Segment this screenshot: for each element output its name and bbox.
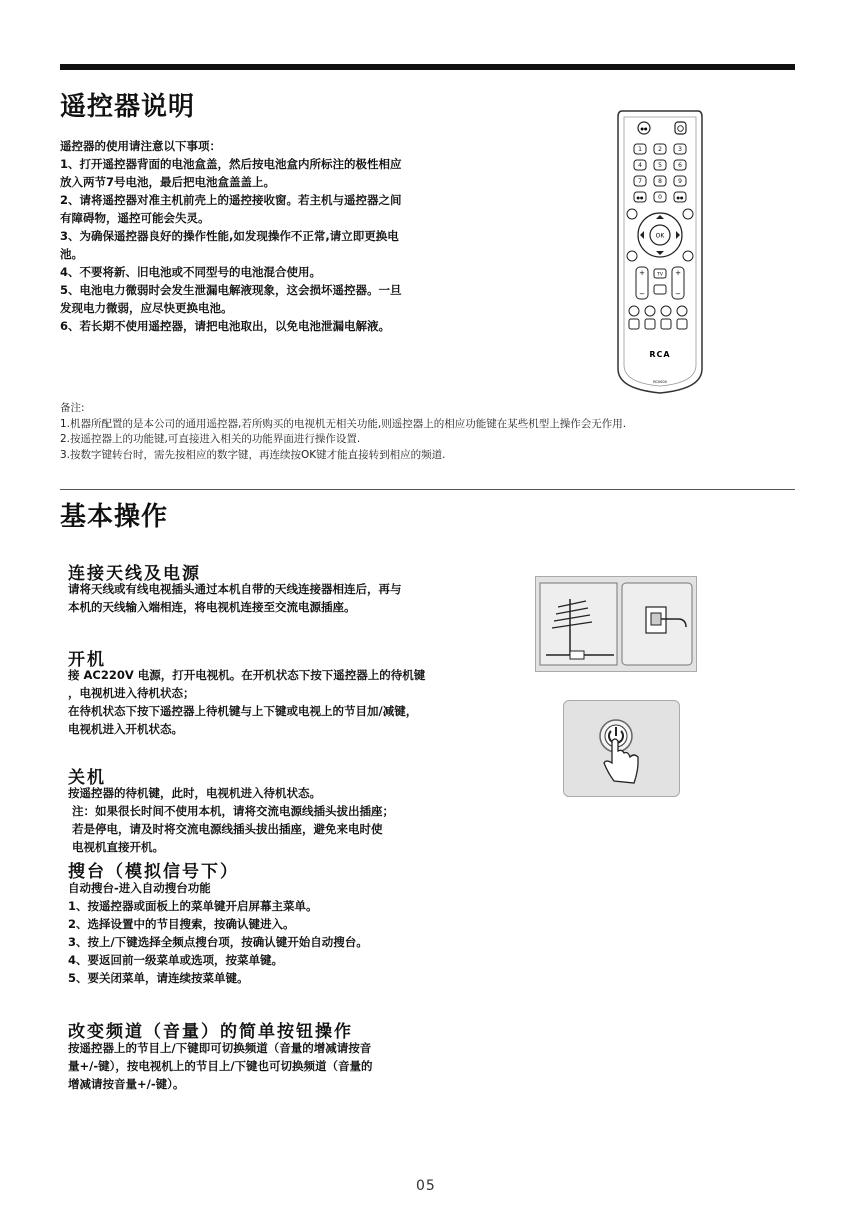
tuning-line: 1、按遥控器或面板上的菜单键开启屏幕主菜单。: [68, 899, 318, 913]
remote-key-5: 5: [658, 162, 662, 169]
page-number: 05: [416, 1178, 436, 1194]
channel-line: 量+/-键），按电视机上的节目上/下键也可切换频道（音量的: [68, 1059, 373, 1073]
remote-line: 1、打开遥控器背面的电池盒盖，然后按电池盒内所标注的极性相应: [60, 157, 402, 171]
section-title-basic: 基本操作: [60, 502, 169, 532]
power-on-line: 电视机进入开机状态。: [68, 722, 183, 736]
power-off-line: 电视机直接开机。: [72, 840, 164, 854]
remote-line: 放入两节7号电池，最后把电池盒盖盖上。: [60, 175, 275, 189]
note-line: 3.按数字键转台时，需先按相应的数字键，再连续按OK键才能直接转到相应的频道.: [60, 448, 446, 461]
tuning-line: 自动搜台-进入自动搜台功能: [68, 881, 211, 895]
antenna-line: 本机的天线输入端相连，将电视机连接至交流电源插座。: [68, 600, 356, 614]
remote-instructions: [60, 137, 402, 335]
channel-line: 增减请按音量+/-键）。: [68, 1077, 185, 1091]
remote-ok-key: OK: [655, 232, 665, 240]
heading-antenna: 连接天线及电源: [68, 564, 201, 584]
remote-key-2: 2: [658, 146, 662, 153]
remote-model-label: RC0000: [653, 380, 667, 384]
remote-brand-label: RCA: [649, 350, 671, 359]
remote-line: 5、电池电力微弱时会发生泄漏电解液现象，这会损坏遥控器。一旦: [60, 283, 402, 297]
tuning-text: [68, 879, 368, 987]
power-on-text: [68, 666, 425, 738]
antenna-line: 请将天线或有线电视插头通过本机自带的天线连接器相连后，再与: [68, 582, 402, 596]
notes-block: [60, 401, 626, 463]
remote-control-icon: [614, 107, 706, 397]
notes-label: 备注:: [60, 402, 85, 414]
heading-tuning: 搜台（模拟信号下）: [68, 862, 239, 882]
svg-text:+: +: [639, 269, 645, 277]
antenna-text: [68, 580, 402, 616]
power-on-line: 接 AC220V 电源，打开电视机。在开机状态下按下遥控器上的待机键: [68, 668, 426, 682]
tuning-line: 4、要返回前一级菜单或选项，按菜单键。: [68, 953, 283, 967]
svg-text:●●: ●●: [636, 195, 644, 200]
power-hand-icon: [564, 701, 679, 796]
svg-text:−: −: [675, 290, 681, 298]
remote-tv-key: TV: [657, 272, 663, 278]
remote-control-illustration: [614, 107, 706, 397]
heading-channel: 改变频道（音量）的简单按钮操作: [68, 1022, 353, 1042]
note-line: 2.按遥控器上的功能键,可直接进入相关的功能界面进行操作设置.: [60, 433, 361, 445]
power-off-text: [68, 784, 394, 856]
power-on-line: ，电视机进入待机状态；: [68, 686, 195, 700]
section-title-remote: 遥控器说明: [60, 92, 196, 122]
remote-key-6: 6: [678, 162, 682, 169]
tuning-line: 3、按上/下键选择全频点搜台项，按确认键开始自动搜台。: [68, 935, 368, 949]
channel-line: 按遥控器上的节目上/下键即可切换频道（音量的增减请按音: [68, 1041, 372, 1055]
heading-power-on: 开机: [68, 650, 106, 670]
svg-text:+: +: [675, 269, 681, 277]
remote-key-1: 1: [638, 146, 642, 153]
remote-line: 2、请将遥控器对准主机前壳上的遥控接收窗。若主机与遥控器之间: [60, 193, 402, 207]
remote-intro: 遥控器的使用请注意以下事项：: [60, 139, 221, 153]
svg-text:−: −: [639, 290, 645, 298]
remote-line: 有障碍物，遥控可能会失灵。: [60, 211, 210, 225]
remote-key-8: 8: [658, 178, 662, 185]
tuning-line: 2、选择设置中的节目搜索，按确认键进入。: [68, 917, 295, 931]
section-divider: [60, 489, 795, 490]
remote-line: 发现电力微弱，应尽快更换电池。: [60, 301, 233, 315]
remote-key-4: 4: [638, 162, 642, 169]
channel-text: [68, 1039, 373, 1093]
antenna-illustration: [535, 576, 697, 672]
remote-line: 4、不要将新、旧电池或不同型号的电池混合使用。: [60, 265, 321, 279]
heading-power-off: 关机: [68, 768, 106, 788]
remote-key-0: 0: [658, 194, 662, 201]
svg-text:●●: ●●: [676, 195, 684, 200]
note-line: 1.机器所配置的是本公司的通用遥控器,若所购买的电视机无相关功能,则遥控器上的相应功能键在某些机型上操作会无作用.: [60, 417, 627, 430]
power-off-line: 注：如果很长时间不使用本机，请将交流电源线插头拔出插座；: [72, 804, 394, 818]
remote-key-9: 9: [678, 178, 682, 185]
remote-line: 6、若长期不使用遥控器，请把电池取出，以免电池泄漏电解液。: [60, 319, 390, 333]
remote-key-7: 7: [638, 178, 642, 185]
power-off-line: 按遥控器的待机键，此时，电视机进入待机状态。: [68, 786, 321, 800]
remote-key-3: 3: [678, 146, 682, 153]
power-button-illustration: [563, 700, 680, 797]
tuning-line: 5、要关闭菜单，请连续按菜单键。: [68, 971, 249, 985]
remote-line: 3、为确保遥控器良好的操作性能,如发现操作不正常,请立即更换电: [60, 229, 399, 243]
remote-line: 池。: [60, 247, 83, 261]
power-on-line: 在待机状态下按下遥控器上待机键与上下键或电视上的节目加/减键，: [68, 704, 418, 718]
svg-text:●●: ●●: [640, 126, 648, 131]
antenna-icon: [536, 577, 696, 671]
top-rule: [60, 64, 795, 70]
power-off-line: 若是停电，请及时将交流电源线插头拔出插座，避免来电时使: [72, 822, 383, 836]
